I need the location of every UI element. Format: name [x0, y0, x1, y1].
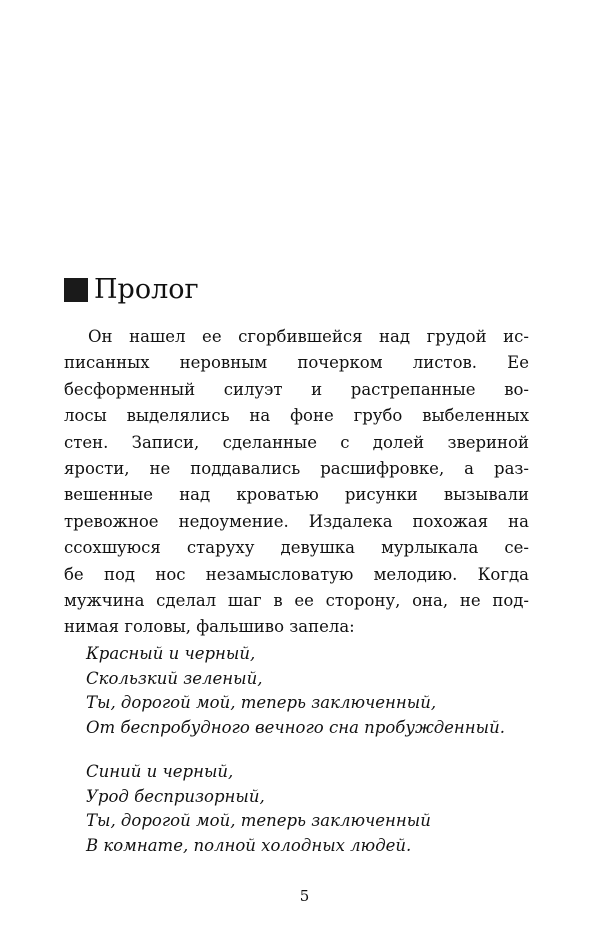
paragraph-line: ярости, не поддавались расшифровке, а раз-: [64, 458, 529, 478]
paragraph-line: лосы выделялись на фоне грубо выбеленных: [64, 406, 529, 426]
prologue-paragraph: [64, 324, 529, 641]
verse-stanza-1: [86, 642, 526, 740]
verse-line: В комнате, полной холодных людей.: [86, 835, 412, 855]
paragraph-line: ссохшуюся старуху девушка мурлыкала се-: [64, 538, 529, 558]
paragraph-line: вешенные над кроватью рисунки вызывали: [64, 485, 529, 505]
verse-line: Синий и черный,: [86, 762, 234, 781]
paragraph-line: бесформенный силуэт и растрепанные во-: [64, 379, 529, 399]
verse-line: Урод беспризорный,: [86, 786, 265, 806]
verse-line: Красный и черный,: [86, 644, 256, 663]
verse-line: От беспробудного вечного сна пробужденный.: [86, 717, 505, 737]
chapter-title: Пролог: [94, 274, 199, 305]
paragraph-line: писанных неровным почерком листов. Ее: [64, 353, 529, 373]
paragraph-line: бе под нос незамысловатую мелодию. Когда: [64, 564, 529, 584]
verse-line: Ты, дорогой мой, теперь заключенный: [86, 811, 431, 830]
heading-square-bullet: [64, 278, 88, 302]
paragraph-line: нимая головы, фальшиво запела:: [64, 617, 355, 637]
verse-line: Скользкий зеленый,: [86, 668, 263, 688]
verse-stanza-2: [86, 760, 526, 858]
paragraph-line: стен. Записи, сделанные с долей звериной: [64, 432, 529, 452]
page-number: 5: [299, 887, 310, 905]
paragraph-line: мужчина сделал шаг в ее сторону, она, не под-: [64, 590, 529, 610]
paragraph-line: тревожное недоумение. Издалека похожая на: [64, 511, 529, 531]
paragraph-line: Он нашел ее сгорбившейся над грудой ис-: [88, 327, 529, 346]
chapter-heading: [64, 270, 199, 310]
verse-line: Ты, дорогой мой, теперь заключенный,: [86, 693, 437, 712]
